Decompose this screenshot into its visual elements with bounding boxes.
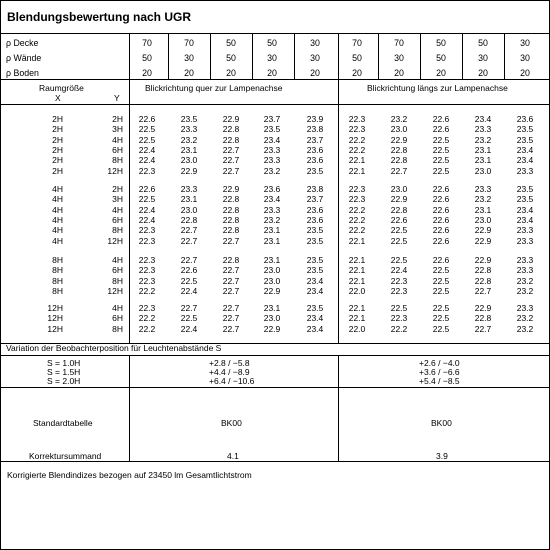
row-x: 4H	[52, 184, 63, 194]
ugr-value: 23.1	[263, 255, 281, 265]
row-x: 12H	[47, 313, 63, 324]
row-y: 4H	[112, 134, 123, 145]
ugr-value: 22.9	[474, 303, 492, 313]
row-x: 4H	[52, 225, 63, 236]
ugr-value: 22.5	[432, 265, 450, 276]
ugr-value: 22.9	[263, 285, 281, 296]
ugr-value: 22.7	[222, 265, 240, 276]
ugr-value: 22.5	[432, 285, 450, 296]
ugr-value: 22.2	[390, 323, 408, 334]
reflectance-label: ρ Decke	[6, 38, 39, 48]
ugr-value: 22.6	[432, 235, 450, 246]
row-x: 12H	[47, 323, 63, 334]
ugr-value: 22.6	[432, 124, 450, 135]
ugr-value: 22.9	[390, 134, 408, 145]
ugr-value: 23.3	[474, 184, 492, 194]
row-x: 4H	[52, 214, 63, 225]
header-laengs: Blickrichtung längs zur Lampenachse	[367, 83, 508, 93]
ugr-value: 23.5	[306, 255, 324, 265]
ugr-value: 22.1	[348, 275, 366, 286]
ugr-value: 22.7	[180, 225, 198, 236]
ugr-value: 22.6	[432, 255, 450, 265]
row-x: 8H	[52, 255, 63, 265]
ugr-value: 22.8	[222, 225, 240, 236]
ugr-value: 23.3	[263, 144, 281, 155]
ugr-value: 22.5	[180, 275, 198, 286]
ugr-value: 22.4	[138, 214, 156, 225]
row-y: 4H	[112, 204, 123, 215]
ugr-value: 22.7	[222, 303, 240, 313]
ugr-value: 22.6	[432, 114, 450, 124]
standard-label: Standardtabelle	[33, 418, 93, 428]
vertical-rule	[129, 355, 130, 461]
ugr-value: 23.2	[516, 323, 534, 334]
ugr-value: 22.5	[390, 303, 408, 313]
ugr-value: 22.2	[138, 313, 156, 324]
ugr-value: 23.1	[180, 194, 198, 205]
row-y: 6H	[112, 313, 123, 324]
ugr-value: 23.0	[180, 155, 198, 166]
ugr-value: 23.0	[390, 124, 408, 135]
ugr-value: 22.8	[180, 214, 198, 225]
reflectance-value: 20	[478, 68, 488, 78]
header-x: X	[55, 93, 61, 103]
ugr-value: 22.4	[138, 144, 156, 155]
ugr-value: 23.1	[263, 225, 281, 236]
ugr-value: 23.5	[516, 134, 534, 145]
reflectance-value: 30	[184, 53, 194, 63]
ugr-value: 22.1	[348, 235, 366, 246]
ugr-value: 22.9	[474, 235, 492, 246]
ugr-value: 22.7	[222, 313, 240, 324]
ugr-value: 22.4	[138, 155, 156, 166]
ugr-value: 22.9	[222, 114, 240, 124]
row-x: 4H	[52, 204, 63, 215]
ugr-value: 22.3	[348, 124, 366, 135]
ugr-value: 23.2	[180, 134, 198, 145]
ugr-value: 22.5	[390, 235, 408, 246]
row-y: 6H	[112, 144, 123, 155]
standard-laengs: BK00	[431, 418, 452, 428]
variation-title: Variation der Beobachterposition für Leuchtenabstände S	[6, 343, 222, 353]
variation-label: S = 1.0H	[47, 358, 81, 368]
ugr-value: 23.7	[263, 114, 281, 124]
ugr-value: 23.2	[474, 194, 492, 205]
row-x: 2H	[52, 165, 63, 176]
horizontal-rule	[1, 79, 549, 80]
reflectance-value: 50	[267, 38, 277, 48]
ugr-value: 23.4	[516, 144, 534, 155]
row-y: 8H	[112, 155, 123, 166]
ugr-value: 23.2	[474, 134, 492, 145]
ugr-value: 22.2	[138, 323, 156, 334]
ugr-value: 23.2	[263, 165, 281, 176]
row-x: 4H	[52, 194, 63, 205]
horizontal-rule	[1, 387, 549, 388]
row-y: 8H	[112, 225, 123, 236]
ugr-value: 22.7	[180, 303, 198, 313]
ugr-value: 22.2	[348, 144, 366, 155]
ugr-value: 22.7	[474, 285, 492, 296]
ugr-value: 22.6	[138, 114, 156, 124]
ugr-value: 23.4	[306, 323, 324, 334]
ugr-value: 22.3	[348, 114, 366, 124]
ugr-value: 22.3	[138, 265, 156, 276]
ugr-value: 23.1	[180, 144, 198, 155]
ugr-value: 22.6	[390, 214, 408, 225]
row-y: 12H	[107, 285, 123, 296]
ugr-value: 23.6	[306, 214, 324, 225]
variation-laengs: +3.6 / −6.6	[419, 367, 460, 377]
reflectance-value: 50	[226, 53, 236, 63]
ugr-value: 23.3	[180, 124, 198, 135]
ugr-value: 22.5	[432, 165, 450, 176]
ugr-value: 22.5	[138, 194, 156, 205]
ugr-value: 23.6	[263, 184, 281, 194]
reflectance-value: 30	[310, 38, 320, 48]
ugr-value: 22.7	[390, 165, 408, 176]
reflectance-value: 50	[436, 38, 446, 48]
reflectance-value: 30	[520, 53, 530, 63]
ugr-value: 22.5	[138, 134, 156, 145]
ugr-value: 22.8	[222, 214, 240, 225]
ugr-value: 23.3	[516, 255, 534, 265]
ugr-value: 23.5	[516, 194, 534, 205]
variation-quer: +6.4 / −10.6	[209, 376, 255, 386]
ugr-value: 22.1	[348, 265, 366, 276]
row-y: 2H	[112, 184, 123, 194]
horizontal-rule	[1, 355, 549, 356]
reflectance-value: 20	[267, 68, 277, 78]
page-title: Blendungsbewertung nach UGR	[7, 10, 192, 24]
ugr-value: 23.5	[180, 114, 198, 124]
row-x: 8H	[52, 285, 63, 296]
ugr-value: 23.5	[516, 184, 534, 194]
footer-note: Korrigierte Blendindizes bezogen auf 23450 lm Gesamtlichtstrom	[7, 470, 252, 480]
reflectance-label: ρ Wände	[6, 53, 42, 63]
ugr-value: 22.2	[348, 134, 366, 145]
horizontal-rule	[1, 33, 549, 34]
ugr-value: 23.2	[516, 275, 534, 286]
ugr-value: 22.8	[222, 255, 240, 265]
ugr-value: 22.5	[432, 144, 450, 155]
reflectance-value: 50	[142, 53, 152, 63]
reflectance-value: 20	[184, 68, 194, 78]
row-x: 2H	[52, 114, 63, 124]
ugr-value: 22.6	[432, 194, 450, 205]
reflectance-value: 50	[226, 38, 236, 48]
ugr-value: 22.7	[222, 275, 240, 286]
ugr-value: 22.5	[432, 155, 450, 166]
ugr-value: 23.4	[516, 214, 534, 225]
reflectance-value: 70	[142, 38, 152, 48]
ugr-value: 23.2	[263, 214, 281, 225]
header-y: Y	[114, 93, 120, 103]
reflectance-value: 20	[310, 68, 320, 78]
row-y: 8H	[112, 275, 123, 286]
ugr-value: 22.8	[390, 155, 408, 166]
ugr-value: 22.5	[390, 255, 408, 265]
ugr-value: 23.3	[516, 265, 534, 276]
ugr-value: 23.4	[516, 204, 534, 215]
ugr-value: 23.3	[516, 303, 534, 313]
ugr-value: 22.8	[474, 275, 492, 286]
row-x: 4H	[52, 235, 63, 246]
vertical-rule	[338, 355, 339, 461]
row-y: 6H	[112, 265, 123, 276]
ugr-value: 22.9	[474, 255, 492, 265]
row-x: 2H	[52, 155, 63, 166]
ugr-value: 22.3	[138, 235, 156, 246]
row-y: 4H	[112, 255, 123, 265]
ugr-value: 22.6	[432, 225, 450, 236]
variation-quer: +2.8 / −5.8	[209, 358, 250, 368]
reflectance-value: 50	[436, 53, 446, 63]
ugr-value: 23.6	[306, 155, 324, 166]
reflectance-value: 30	[267, 53, 277, 63]
ugr-value: 23.0	[474, 214, 492, 225]
ugr-value: 22.3	[348, 184, 366, 194]
ugr-value: 22.6	[432, 214, 450, 225]
reflectance-value: 20	[142, 68, 152, 78]
reflectance-value: 70	[394, 38, 404, 48]
reflectance-value: 70	[184, 38, 194, 48]
horizontal-rule	[1, 104, 549, 105]
ugr-value: 23.5	[306, 235, 324, 246]
row-x: 8H	[52, 275, 63, 286]
ugr-value: 22.2	[348, 225, 366, 236]
ugr-value: 22.3	[390, 285, 408, 296]
ugr-value: 22.4	[390, 265, 408, 276]
ugr-value: 22.0	[348, 323, 366, 334]
horizontal-rule	[1, 461, 549, 462]
reflectance-value: 70	[352, 38, 362, 48]
ugr-value: 22.5	[138, 124, 156, 135]
ugr-value: 23.7	[306, 194, 324, 205]
ugr-value: 22.2	[348, 214, 366, 225]
ugr-value: 23.9	[306, 114, 324, 124]
ugr-value: 22.8	[474, 265, 492, 276]
ugr-value: 23.1	[474, 204, 492, 215]
ugr-value: 22.8	[222, 134, 240, 145]
ugr-value: 22.4	[180, 323, 198, 334]
ugr-value: 23.5	[306, 265, 324, 276]
ugr-value: 22.6	[432, 184, 450, 194]
korrektur-label: Korrektursummand	[29, 451, 102, 461]
ugr-value: 22.7	[222, 285, 240, 296]
ugr-value: 23.4	[263, 134, 281, 145]
ugr-value: 22.3	[348, 194, 366, 205]
ugr-value: 23.6	[306, 144, 324, 155]
ugr-value: 22.8	[222, 204, 240, 215]
ugr-value: 23.2	[516, 285, 534, 296]
ugr-value: 23.5	[516, 124, 534, 135]
ugr-value: 22.7	[180, 255, 198, 265]
ugr-value: 23.4	[263, 194, 281, 205]
ugr-value: 22.3	[138, 225, 156, 236]
ugr-value: 23.5	[306, 303, 324, 313]
ugr-value: 22.2	[348, 204, 366, 215]
ugr-value: 22.4	[180, 285, 198, 296]
ugr-value: 23.2	[390, 114, 408, 124]
reflectance-value: 30	[520, 38, 530, 48]
ugr-value: 22.1	[348, 303, 366, 313]
reflectance-value: 20	[352, 68, 362, 78]
korrektur-laengs: 3.9	[436, 451, 448, 461]
ugr-value: 22.9	[180, 165, 198, 176]
ugr-value: 22.7	[222, 155, 240, 166]
ugr-value: 23.3	[180, 184, 198, 194]
ugr-value: 23.0	[180, 204, 198, 215]
ugr-value: 22.1	[348, 255, 366, 265]
ugr-value: 23.7	[306, 134, 324, 145]
ugr-value: 22.1	[348, 165, 366, 176]
variation-label: S = 1.5H	[47, 367, 81, 377]
row-y: 3H	[112, 194, 123, 205]
reflectance-value: 30	[394, 53, 404, 63]
ugr-value: 22.7	[222, 144, 240, 155]
row-y: 6H	[112, 214, 123, 225]
variation-quer: +4.4 / −8.9	[209, 367, 250, 377]
reflectance-value: 50	[352, 53, 362, 63]
ugr-value: 22.4	[138, 204, 156, 215]
variation-label: S = 2.0H	[47, 376, 81, 386]
korrektur-quer: 4.1	[227, 451, 239, 461]
ugr-value: 23.1	[263, 303, 281, 313]
ugr-value: 22.8	[390, 204, 408, 215]
variation-laengs: +2.6 / −4.0	[419, 358, 460, 368]
ugr-value: 23.0	[474, 165, 492, 176]
reflectance-value: 20	[520, 68, 530, 78]
ugr-value: 23.3	[516, 165, 534, 176]
ugr-value: 23.5	[263, 124, 281, 135]
ugr-value: 22.5	[432, 275, 450, 286]
ugr-value: 23.3	[263, 155, 281, 166]
ugr-value: 22.3	[138, 165, 156, 176]
reflectance-value: 20	[394, 68, 404, 78]
row-x: 8H	[52, 265, 63, 276]
ugr-value: 23.1	[474, 155, 492, 166]
ugr-value: 22.3	[138, 255, 156, 265]
ugr-value: 23.8	[306, 184, 324, 194]
reflectance-value: 30	[310, 53, 320, 63]
row-y: 12H	[107, 235, 123, 246]
ugr-value: 22.2	[138, 285, 156, 296]
ugr-value: 23.4	[306, 275, 324, 286]
ugr-value: 23.0	[263, 275, 281, 286]
ugr-value: 23.3	[474, 124, 492, 135]
row-y: 8H	[112, 323, 123, 334]
header-quer: Blickrichtung quer zur Lampenachse	[145, 83, 283, 93]
ugr-value: 22.9	[390, 194, 408, 205]
ugr-value: 22.8	[222, 194, 240, 205]
ugr-value: 23.5	[306, 165, 324, 176]
ugr-value: 23.6	[306, 204, 324, 215]
ugr-value: 23.6	[516, 114, 534, 124]
ugr-value: 22.7	[180, 235, 198, 246]
ugr-value: 23.2	[516, 313, 534, 324]
ugr-value: 22.5	[432, 134, 450, 145]
ugr-value: 22.3	[138, 275, 156, 286]
ugr-value: 22.9	[222, 184, 240, 194]
ugr-value: 22.5	[432, 323, 450, 334]
ugr-value: 23.1	[474, 144, 492, 155]
ugr-value: 22.5	[180, 313, 198, 324]
row-y: 4H	[112, 303, 123, 313]
ugr-value: 22.6	[180, 265, 198, 276]
ugr-value: 22.3	[390, 313, 408, 324]
ugr-value: 22.5	[432, 313, 450, 324]
reflectance-value: 50	[478, 38, 488, 48]
ugr-value: 22.1	[348, 155, 366, 166]
row-x: 2H	[52, 124, 63, 135]
ugr-value: 22.8	[390, 144, 408, 155]
reflectance-value: 20	[226, 68, 236, 78]
reflectance-label: ρ Boden	[6, 68, 39, 78]
ugr-value: 22.0	[348, 285, 366, 296]
row-y: 12H	[107, 165, 123, 176]
reflectance-value: 20	[436, 68, 446, 78]
ugr-value: 22.6	[432, 204, 450, 215]
ugr-value: 23.4	[516, 155, 534, 166]
ugr-value: 23.0	[390, 184, 408, 194]
ugr-value: 22.7	[222, 235, 240, 246]
ugr-value: 22.8	[474, 313, 492, 324]
ugr-value: 22.7	[222, 165, 240, 176]
ugr-value: 23.3	[516, 225, 534, 236]
ugr-value: 23.0	[263, 313, 281, 324]
ugr-value: 22.6	[138, 184, 156, 194]
ugr-value: 22.9	[474, 225, 492, 236]
ugr-value: 23.0	[263, 265, 281, 276]
variation-laengs: +5.4 / −8.5	[419, 376, 460, 386]
row-y: 3H	[112, 124, 123, 135]
standard-quer: BK00	[221, 418, 242, 428]
ugr-value: 23.4	[306, 285, 324, 296]
ugr-value: 22.7	[474, 323, 492, 334]
ugr-value: 23.1	[263, 235, 281, 246]
row-y: 2H	[112, 114, 123, 124]
row-x: 12H	[47, 303, 63, 313]
ugr-value: 23.3	[263, 204, 281, 215]
ugr-value: 23.3	[516, 235, 534, 246]
ugr-value: 23.5	[306, 225, 324, 236]
ugr-value: 23.4	[306, 313, 324, 324]
ugr-value: 22.3	[138, 303, 156, 313]
ugr-value: 23.4	[474, 114, 492, 124]
reflectance-value: 30	[478, 53, 488, 63]
ugr-value: 22.7	[222, 323, 240, 334]
ugr-value: 22.1	[348, 313, 366, 324]
row-x: 2H	[52, 134, 63, 145]
row-x: 2H	[52, 144, 63, 155]
ugr-value: 22.5	[390, 225, 408, 236]
ugr-value: 22.8	[222, 124, 240, 135]
ugr-value: 23.8	[306, 124, 324, 135]
header-raumgroesse: Raumgröße	[39, 83, 84, 93]
ugr-value: 22.5	[432, 303, 450, 313]
ugr-value: 22.3	[390, 275, 408, 286]
ugr-value: 22.9	[263, 323, 281, 334]
